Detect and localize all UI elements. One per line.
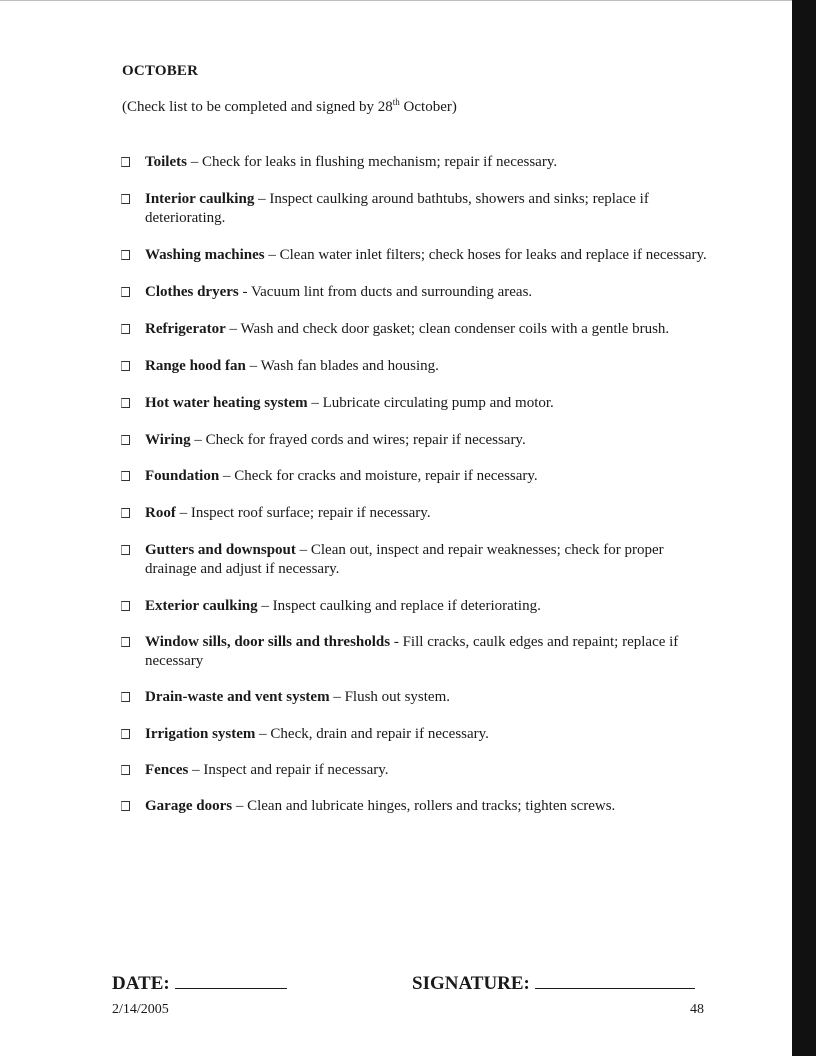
item-name: Fences (145, 762, 189, 778)
checklist-item (118, 431, 718, 450)
checklist-item (118, 541, 718, 579)
item-separator: – (307, 395, 323, 411)
item-description: Lubricate circulating pump and motor. (322, 395, 554, 411)
item-separator: – (188, 762, 204, 778)
item-description: Inspect and repair if necessary. (203, 762, 389, 778)
signature-blank-line[interactable] (535, 970, 695, 989)
item-description: Check, drain and repair if necessary. (270, 726, 489, 742)
checklist (118, 136, 718, 816)
checklist-item (118, 797, 718, 816)
item-description: Inspect caulking around bathtubs, showers and sinks; replace if deteriorating. (145, 191, 649, 226)
checkbox-icon[interactable] (121, 637, 130, 647)
checkbox-icon[interactable] (121, 765, 130, 775)
checklist-item (118, 153, 718, 172)
checkbox-icon[interactable] (121, 471, 130, 481)
item-separator: – (245, 358, 261, 374)
page-title: OCTOBER (122, 63, 199, 79)
item-name: Garage doors (145, 798, 233, 814)
page-number: 48 (690, 1002, 704, 1017)
checkbox-icon[interactable] (121, 545, 130, 555)
item-separator: - (390, 634, 403, 650)
item-separator: – (295, 542, 311, 558)
item-name: Roof (145, 505, 176, 521)
checklist-item (118, 283, 718, 302)
item-name: Drain-waste and vent system (145, 689, 330, 705)
checklist-item (118, 597, 718, 616)
item-name: Hot water heating system (145, 395, 308, 411)
item-description: Wash and check door gasket; clean condenser coils with a gentle brush. (240, 321, 670, 337)
date-field (112, 970, 287, 995)
item-description: Fill cracks, caulk edges and repaint; replace if necessary (145, 634, 679, 669)
item-description: Check for leaks in flushing mechanism; repair if necessary. (201, 154, 558, 170)
item-name: Refrigerator (145, 321, 226, 337)
item-name: Interior caulking (145, 191, 255, 207)
instruction-before: (Check list to be completed and signed by 28 (122, 99, 393, 115)
item-name: Wiring (145, 432, 191, 448)
top-rule (0, 0, 800, 1)
checklist-item (118, 357, 718, 376)
item-separator: – (225, 321, 241, 337)
print-date: 2/14/2005 (112, 1002, 169, 1017)
item-separator: – (264, 247, 280, 263)
checkbox-icon[interactable] (121, 729, 130, 739)
checklist-item (118, 246, 718, 265)
signature-field (412, 970, 695, 995)
checkbox-icon[interactable] (121, 157, 130, 167)
instruction-sup: th (392, 97, 400, 107)
checkbox-icon[interactable] (121, 801, 130, 811)
item-description: Wash fan blades and housing. (260, 358, 439, 374)
item-separator: – (257, 598, 273, 614)
item-separator: – (175, 505, 191, 521)
instruction-text (122, 97, 457, 116)
checklist-item (118, 190, 718, 228)
checklist-item (118, 633, 718, 671)
scan-edge (792, 0, 816, 1056)
checklist-item (118, 504, 718, 523)
item-description: Clean and lubricate hinges, rollers and tracks; tighten screws. (247, 798, 616, 814)
date-blank-line[interactable] (175, 970, 287, 989)
checkbox-icon[interactable] (121, 361, 130, 371)
checkbox-icon[interactable] (121, 508, 130, 518)
checkbox-icon[interactable] (121, 324, 130, 334)
item-separator: – (254, 191, 270, 207)
item-name: Window sills, door sills and thresholds (145, 634, 391, 650)
item-description: Flush out system. (344, 689, 451, 705)
item-separator: - (238, 284, 251, 300)
item-description: Inspect caulking and replace if deteriorating. (272, 598, 541, 614)
checkbox-icon[interactable] (121, 250, 130, 260)
item-separator: – (186, 154, 202, 170)
item-description: Clean out, inspect and repair weaknesses; check for proper drainage and adjust if necessary. (145, 542, 664, 577)
checklist-item (118, 688, 718, 707)
item-separator: – (255, 726, 271, 742)
checkbox-icon[interactable] (121, 435, 130, 445)
item-name: Toilets (145, 154, 187, 170)
item-name: Range hood fan (145, 358, 246, 374)
signature-label: SIGNATURE: (412, 973, 530, 994)
item-name: Exterior caulking (145, 598, 258, 614)
item-separator: – (219, 468, 235, 484)
item-name: Gutters and downspout (145, 542, 296, 558)
checkbox-icon[interactable] (121, 601, 130, 611)
checklist-item (118, 761, 718, 780)
checkbox-icon[interactable] (121, 692, 130, 702)
item-name: Clothes dryers (145, 284, 239, 300)
item-description: Clean water inlet filters; check hoses for leaks and replace if necessary. (279, 247, 707, 263)
date-label: DATE: (112, 973, 170, 994)
checkbox-icon[interactable] (121, 398, 130, 408)
item-description: Check for cracks and moisture, repair if necessary. (234, 468, 538, 484)
item-description: Vacuum lint from ducts and surrounding areas. (250, 284, 533, 300)
checklist-item (118, 394, 718, 413)
checklist-item (118, 467, 718, 486)
item-separator: – (232, 798, 248, 814)
instruction-after: October) (399, 99, 457, 115)
item-description: Check for frayed cords and wires; repair if necessary. (205, 432, 526, 448)
item-separator: – (190, 432, 206, 448)
item-name: Washing machines (145, 247, 265, 263)
checkbox-icon[interactable] (121, 194, 130, 204)
item-separator: – (329, 689, 345, 705)
checklist-item (118, 320, 718, 339)
item-name: Foundation (145, 468, 220, 484)
item-name: Irrigation system (145, 726, 256, 742)
item-description: Inspect roof surface; repair if necessary. (190, 505, 431, 521)
checkbox-icon[interactable] (121, 287, 130, 297)
checklist-item (118, 725, 718, 744)
